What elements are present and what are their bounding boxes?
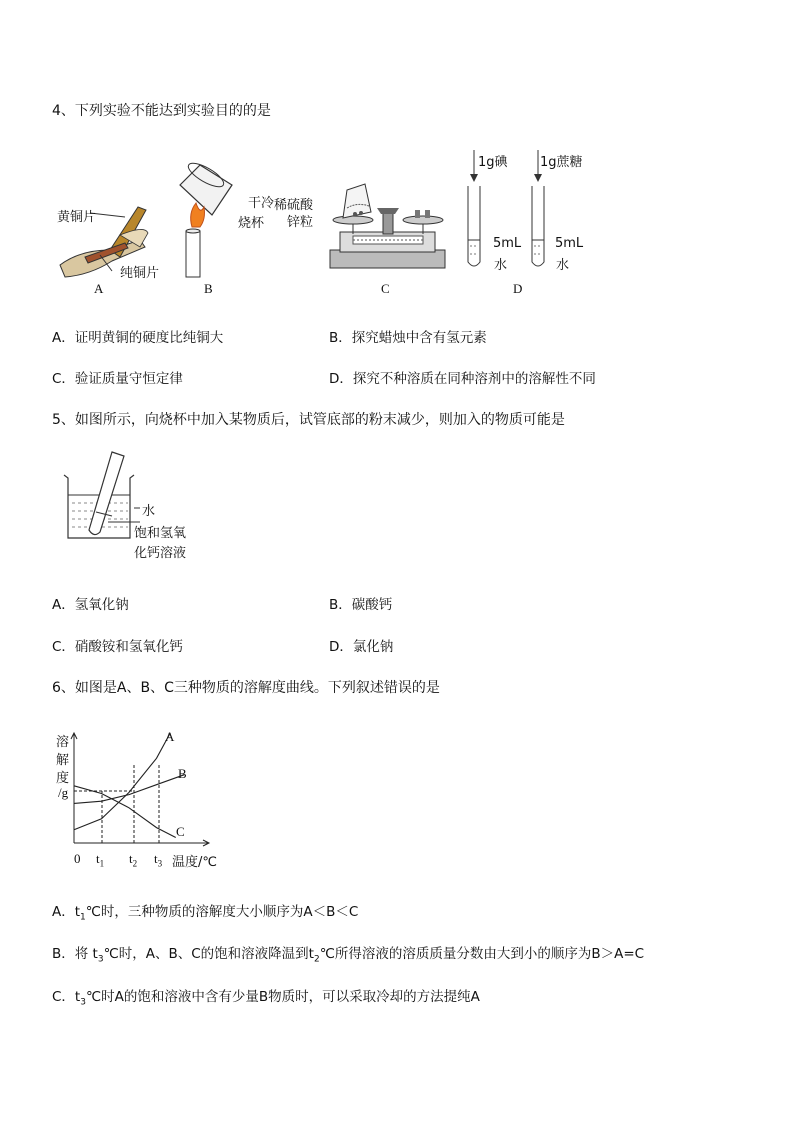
chart-xtick-t2: $t_2$	[129, 851, 138, 869]
q4-option-c[interactable]: C．验证质量守恒定律	[52, 371, 183, 387]
label-zinc: 锌粒	[287, 215, 314, 230]
q5-option-b[interactable]: B．碳酸钙	[329, 597, 393, 613]
fig-label-a: A	[94, 281, 104, 296]
curve-b	[74, 775, 184, 804]
chart-ylabel-3: 度	[56, 771, 70, 786]
label-water-vol-2: 5mL	[555, 236, 584, 251]
label-dry-cold: 干冷	[248, 196, 275, 211]
label-water-vol-1: 5mL	[493, 236, 522, 251]
q5-option-d[interactable]: D．氯化钠	[329, 639, 394, 655]
q4-option-d[interactable]: D．探究不种溶质在同种溶剂中的溶解性不同	[329, 371, 596, 387]
label-water: 水	[142, 504, 156, 519]
series-label-a: A	[165, 729, 175, 744]
q5-stem: 5、如图所示，向烧杯中加入某物质后，试管底部的粉末减少，则加入的物质可能是	[52, 412, 565, 428]
chart-ylabel-1: 溶	[56, 735, 70, 750]
label-beaker: 烧杯	[238, 216, 265, 231]
q6-option-a[interactable]: A．$t_1℃$时，三种物质的溶解度大小顺序为A＜B＜C	[52, 904, 359, 923]
label-saturated-solution-1: 饱和氢氧	[134, 526, 187, 541]
q4-option-a[interactable]: A．证明黄铜的硬度比纯铜大	[52, 330, 224, 346]
label-sucrose: 1g蔗糖	[540, 155, 583, 170]
label-water-1: 水	[494, 258, 508, 273]
curve-a	[74, 733, 170, 830]
chart-ylabel-2: 解	[56, 753, 70, 768]
fig-label-b: B	[204, 281, 213, 296]
chart-origin: 0	[74, 851, 81, 866]
chart-ylabel-4: /g	[58, 785, 69, 800]
fig-label-d: D	[513, 281, 523, 296]
q6-option-c[interactable]: C．$t_3℃$时A的饱和溶液中含有少量B物质时，可以采取冷却的方法提纯A	[52, 989, 480, 1008]
label-brass: 黄铜片	[57, 210, 97, 225]
q4-option-b[interactable]: B．探究蜡烛中含有氢元素	[329, 330, 487, 346]
label-saturated-solution-2: 化钙溶液	[134, 546, 187, 561]
q5-option-c[interactable]: C．硝酸铵和氢氧化钙	[52, 639, 183, 655]
label-water-2: 水	[556, 258, 570, 273]
chart-xtick-t1: $t_1$	[96, 851, 105, 869]
fig-label-c: C	[381, 281, 390, 296]
curve-c	[74, 786, 176, 838]
chart-xlabel: 温度/℃	[172, 855, 217, 870]
q5-option-a[interactable]: A．氢氧化钠	[52, 597, 129, 613]
q4-stem: 4、下列实验不能达到实验目的的是	[52, 103, 271, 119]
label-dilute-acid: 稀硫酸	[274, 198, 314, 213]
label-pure-copper: 纯铜片	[120, 266, 160, 281]
q6-option-b[interactable]: B．将 $t_3℃$时，A、B、C的饱和溶液降温到$t_2℃$所得溶液的溶质质量分数由大到小的顺序为B＞A=C	[52, 946, 645, 965]
series-label-b: B	[178, 766, 187, 781]
series-label-c: C	[176, 824, 185, 839]
chart-xtick-t3: $t_3$	[154, 851, 163, 869]
q6-stem: 6、如图是A、B、C三种物质的溶解度曲线。下列叙述错误的是	[52, 680, 440, 696]
label-iodine: 1g碘	[478, 155, 508, 170]
